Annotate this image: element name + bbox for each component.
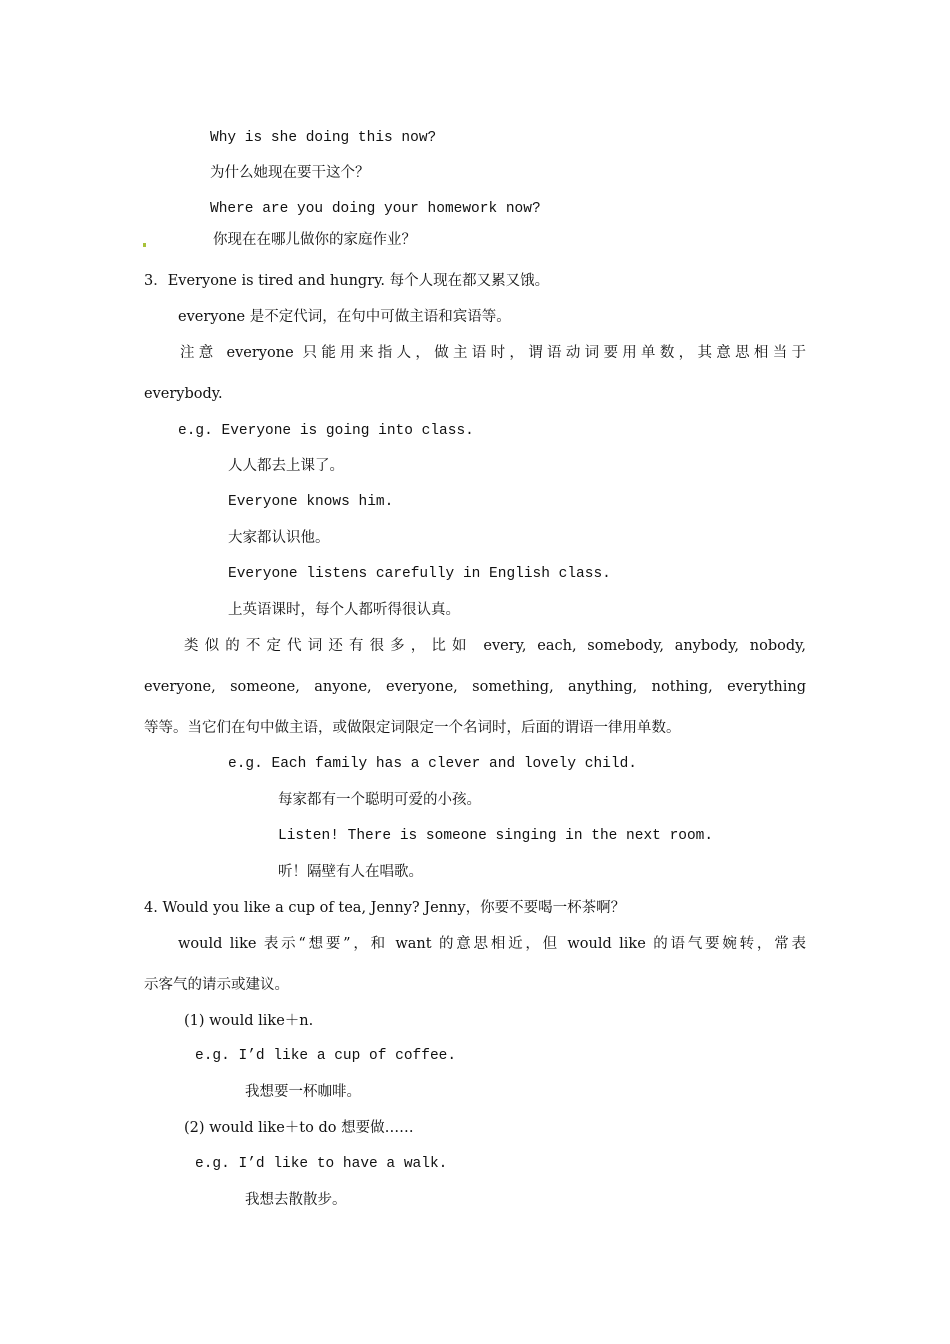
pronoun-rule: 等等。当它们在句中做主语，或做限定词限定一个名词时，后面的谓语一律用单数。 <box>144 720 681 736</box>
example-translation: 我想去散散步。 <box>245 1192 347 1208</box>
pronoun-list: everyone, someone, anyone, everyone, something, anything, nothing, everything <box>144 679 806 695</box>
example-translation: 我想要一杯咖啡。 <box>245 1084 361 1100</box>
example-sentence: e.g. I’d like a cup of coffee. <box>195 1048 457 1064</box>
point-4-explanation: would like 表示“想要”，和 want 的意思相近，但 would like 的语气要婉转，常表 <box>178 936 806 952</box>
example-translation: 上英语课时，每个人都听得很认真。 <box>228 602 460 618</box>
example-sentence: e.g. Everyone is going into class. <box>178 423 474 439</box>
point-3-explanation: everyone 是不定代词，在句中可做主语和宾语等。 <box>178 309 511 325</box>
example-translation: 大家都认识他。 <box>228 530 330 546</box>
example-sentence: Everyone knows him. <box>228 494 394 510</box>
example-translation-1: 为什么她现在要干这个？ <box>210 165 370 181</box>
point-4-explanation-cont: 示客气的请示或建议。 <box>144 977 289 993</box>
example-translation-2: 你现在在哪儿做你的家庭作业？ <box>213 232 416 248</box>
point-3-note-cont: everybody. <box>144 386 223 402</box>
point-3-heading: 3．Everyone is tired and hungry. 每个人现在都又累又饿。 <box>144 273 550 289</box>
example-sentence: e.g. I’d like to have a walk. <box>195 1156 448 1172</box>
example-sentence: Listen! There is someone singing in the next room. <box>278 828 714 844</box>
usage-1-heading: (1) would like＋n. <box>184 1013 314 1029</box>
point-3-note: 注意 everyone 只能用来指人，做主语时，谓语动词要用单数，其意思相当于 <box>180 345 806 361</box>
example-sentence: e.g. Each family has a clever and lovely child. <box>228 756 637 772</box>
pronoun-list-intro: 类似的不定代词还有很多，比如 every, each, somebody, anybody, nobody, <box>184 638 806 654</box>
example-translation: 人人都去上课了。 <box>228 458 344 474</box>
example-question-1: Why is she doing this now? <box>210 130 437 146</box>
usage-2-heading: (2) would like＋to do 想要做…… <box>184 1120 414 1136</box>
example-translation: 每家都有一个聪明可爱的小孩。 <box>278 792 481 808</box>
example-sentence: Everyone listens carefully in English class. <box>228 566 611 582</box>
example-question-2: Where are you doing your homework now? <box>210 201 541 217</box>
scan-mark <box>143 243 146 247</box>
point-4-heading: 4. Would you like a cup of tea, Jenny? Jenny，你要不要喝一杯茶啊？ <box>144 900 626 916</box>
example-translation: 听！隔壁有人在唱歌。 <box>278 864 423 880</box>
